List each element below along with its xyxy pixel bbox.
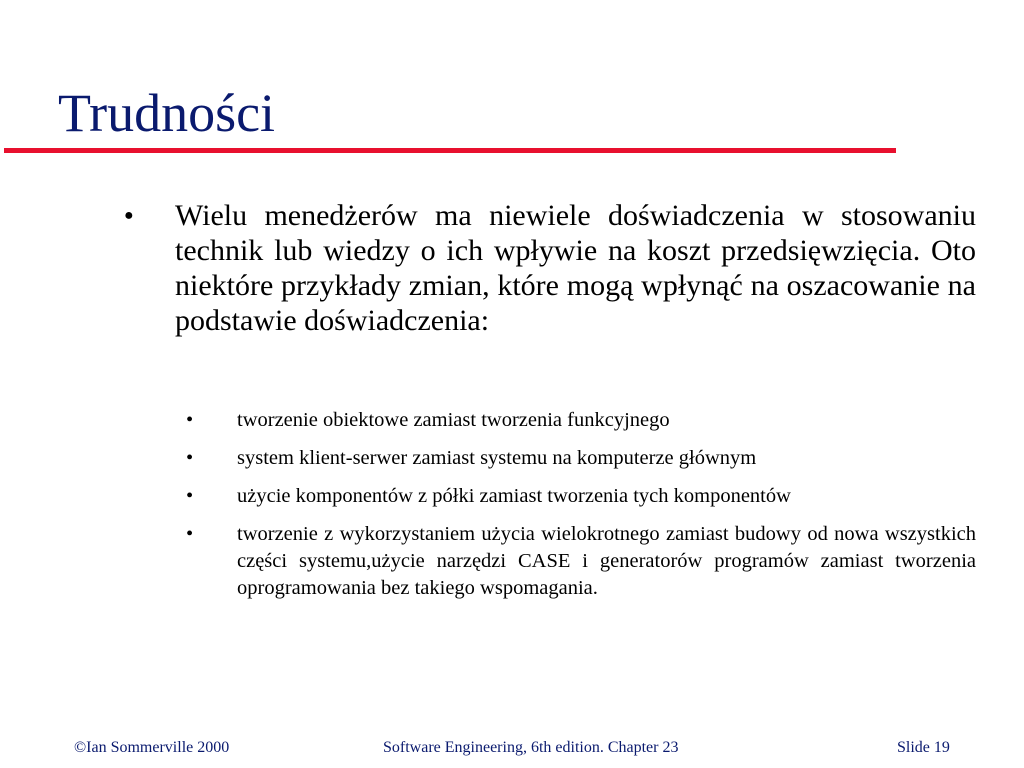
sub-bullet-text: użycie komponentów z półki zamiast tworzenia tych komponentów <box>237 485 791 507</box>
footer-slide-number: Slide 19 <box>897 739 950 756</box>
sub-bullet-icon: • <box>186 409 194 431</box>
sub-bullet-text: tworzenie z wykorzystaniem użycia wielokrotnego zamiast budowy od nowa wszystkich części systemu,użycie narzędzi CASE i generatorów programów zamiast tworzenia oprogramowania bez takiego wspomagania. <box>237 523 976 599</box>
footer-copyright: ©Ian Sommerville 2000 <box>74 739 230 756</box>
sub-bullet-item <box>186 407 976 434</box>
sub-bullet-item <box>186 521 976 602</box>
main-bullet-point <box>124 198 976 338</box>
sub-bullet-item <box>186 483 976 510</box>
footer-course-title: Software Engineering, 6th edition. Chapter 23 <box>383 739 679 756</box>
slide-title: Trudności <box>58 83 276 143</box>
main-bullet-text: Wielu menedżerów ma niewiele doświadczenia w stosowaniu technik lub wiedzy o ich wpływie na koszt przedsięwzięcia. Oto niektóre przykłady zmian, które mogą wpłynąć na oszacowanie na podstawie doświadczenia: <box>175 199 976 337</box>
title-underline-rule <box>4 148 896 153</box>
main-bullet-icon: ● <box>124 207 134 224</box>
sub-bullet-item <box>186 445 976 472</box>
sub-bullet-icon: • <box>186 523 194 545</box>
sub-bullet-text: tworzenie obiektowe zamiast tworzenia funkcyjnego <box>237 409 670 431</box>
sub-bullet-list <box>186 407 976 613</box>
sub-bullet-icon: • <box>186 447 194 469</box>
sub-bullet-text: system klient-serwer zamiast systemu na komputerze głównym <box>237 447 757 469</box>
sub-bullet-icon: • <box>186 485 194 507</box>
